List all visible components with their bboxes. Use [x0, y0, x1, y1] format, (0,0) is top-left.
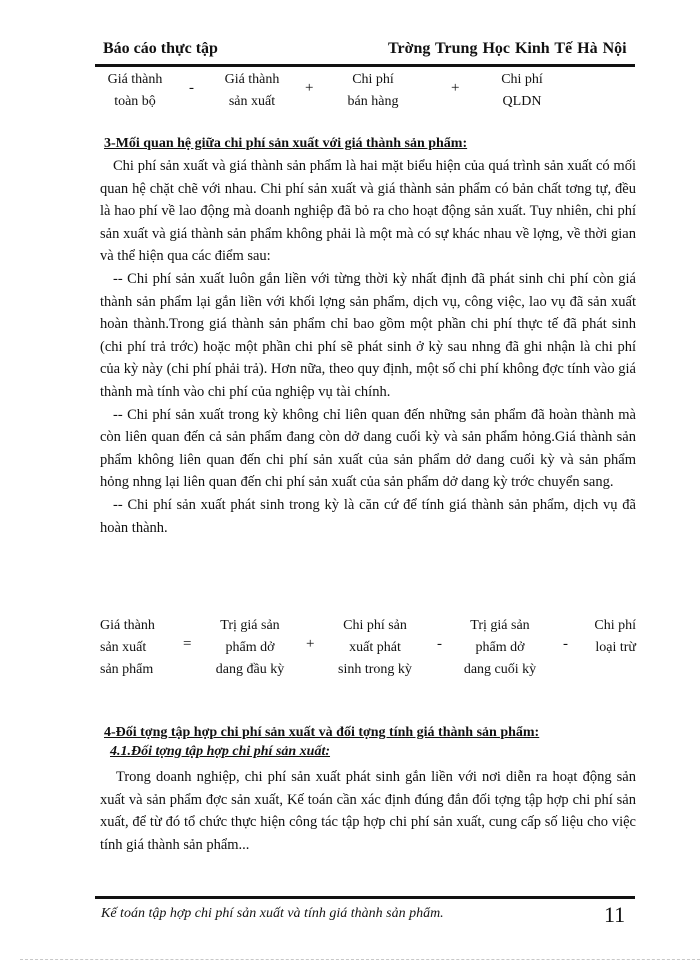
section4-body	[100, 766, 636, 856]
formula2-operator-minus-1: -	[437, 636, 442, 652]
formula2-operator-equals: =	[183, 636, 192, 652]
formula1-operator-minus: -	[189, 80, 194, 96]
footer-rule	[95, 896, 635, 899]
section3-paragraph-4: -- Chi phí sản xuất phát sinh trong kỳ là căn cứ để tính giá thành sản phẩm, dịch vụ đã hoàn thành.	[100, 496, 636, 536]
formula1-operator-plus-2: +	[451, 80, 460, 96]
formula2-term-excluded-cost: Chi phí loại trừ	[594, 618, 636, 655]
section3-paragraph-1: Chi phí sản xuất và giá thành sản phẩm là hai mặt biểu hiện của quá trình sản xuất có mối quan hệ chặt chẽ với nhau. Chi phí sản xuất và giá thành sản phẩm có bản chất tơng tự, đều là hao phí về lao động mà doanh nghiệp đã bỏ ra cho hoạt động sản xuất. Tuy nhiên, chi phí sản xuất và giá thành sản phẩm không phải là một mà có sự khác nhau về lợng, về thời gian và thể hiện qua các điểm sau:	[100, 158, 636, 265]
header-school: Trờng Trung Học Kinh Tế Hà Nội	[388, 40, 627, 57]
formula1-term-selling-cost: Chi phí bán hàng	[347, 72, 399, 109]
formula2-term-closing-wip: Trị giá sản phẩm dở dang cuối kỳ	[463, 618, 537, 677]
formula1-operator-plus-1: +	[305, 80, 314, 96]
section3-heading: 3-Mối quan hệ giữa chi phí sản xuất với giá thành sản phẩm:	[104, 136, 468, 151]
header-title: Báo cáo thực tập	[103, 40, 218, 57]
formula2-term-opening-wip: Trị giá sản phẩm dở dang đầu kỳ	[215, 618, 285, 677]
formula1-term-production-cost: Giá thành sản xuất	[224, 72, 280, 109]
section4-heading: 4-Đối tợng tập hợp chi phí sản xuất và đối tợng tính giá thành sản phẩm:	[104, 725, 540, 740]
formula2-term-product-cost: Giá thành sản xuất sản phẩm	[100, 618, 155, 677]
section4-paragraph: Trong doanh nghiệp, chi phí sản xuất phát sinh gắn liền với nơi diễn ra hoạt động sản xuất và sản phẩm đợc sản xuất, Kế toán cần xác định đúng đắn đối tợng tập hợp chi phí sản xuất, để từ đó tổ chức thực hiện công tác tập hợp chi phí sản xuất, cung cấp số liệu cho việc tính giá thành sản phẩm...	[100, 769, 636, 853]
formula2-operator-minus-2: -	[563, 636, 568, 652]
header-rule	[95, 64, 635, 67]
formula2-term-period-cost: Chi phí sản xuất phát sinh trong kỳ	[338, 618, 412, 677]
section4-subheading: 4.1.Đối tợng tập hợp chi phí sản xuất:	[110, 744, 331, 759]
section3-paragraph-2: -- Chi phí sản xuất luôn gắn liền với từng thời kỳ nhất định đã phát sinh chi phí còn giá thành sản phẩm lại gắn liền với khối lợng sản phẩm, dịch vụ, công việc, lao vụ đã sản xuất hoàn thành.Trong giá thành sản phẩm chỉ bao gồm một phần chi phí thực tế đã phát sinh (chi phí trả trớc) hoặc một phần chi phí sẽ phát sinh ở kỳ sau nhng đã ghi nhận là chi phí của kỳ này (chi phí phải trả). Hơn nữa, theo quy định, một số chi phí không đợc tính vào giá thành mà tính vào chi phí của nghiệp vụ tài chính.	[100, 270, 636, 400]
formula2-operator-plus: +	[306, 636, 315, 652]
section3-body	[100, 155, 636, 539]
section3-paragraph-3: -- Chi phí sản xuất trong kỳ không chỉ liên quan đến những sản phẩm đã hoàn thành mà còn liên quan đến cả sản phẩm đang còn dở dang cuối kỳ và sản phẩm hỏng.Giá thành sản phẩm không liên quan đến chi phí sản xuất của sản phẩm dở dang cuối kỳ và sản phẩm hỏng nhng lại liên quan đến chi phí sản xuất của sản phẩm dở dang kỳ trớc chuyển sang.	[100, 406, 636, 491]
footer-text: Kế toán tập hợp chi phí sản xuất và tính giá thành sản phẩm.	[101, 906, 444, 921]
page-number: 11	[604, 902, 626, 927]
formula1-term-total-cost: Giá thành toàn bộ	[107, 72, 163, 109]
formula1-term-admin-cost: Chi phí QLDN	[501, 72, 543, 109]
